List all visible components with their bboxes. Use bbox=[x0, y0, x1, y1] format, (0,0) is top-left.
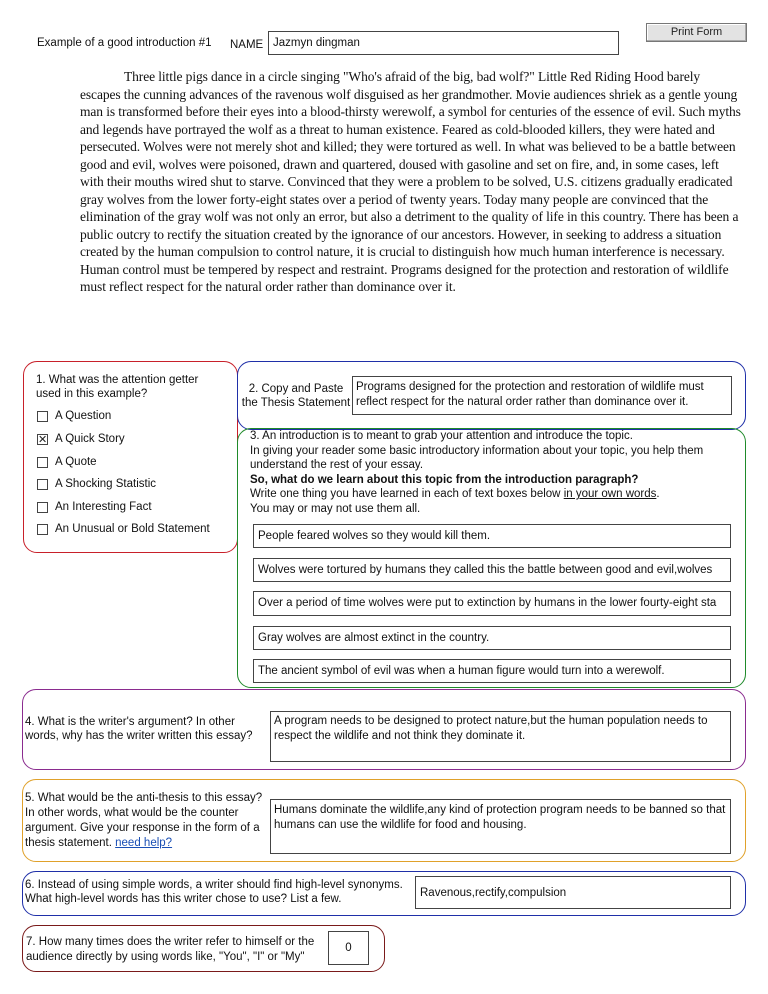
question-5-text: 5. What would be the anti-thesis to this essay? In other words, what would be the counter argument. Give your response in the form of a thesis statement. need help? bbox=[25, 792, 263, 849]
underlined-phrase: in your own words bbox=[563, 488, 657, 500]
option-label: A Question bbox=[55, 410, 112, 422]
checkbox[interactable] bbox=[37, 479, 48, 490]
option-an-interesting-fact[interactable] bbox=[37, 499, 152, 515]
question-3-line-2: In giving your reader some basic introductory information about your topic, you help them understand the rest of your essay. bbox=[250, 444, 704, 471]
name-input[interactable]: Jazmyn dingman bbox=[268, 31, 619, 55]
option-label: An Interesting Fact bbox=[55, 501, 152, 513]
option-label: A Shocking Statistic bbox=[55, 478, 156, 490]
learned-input-4[interactable]: Gray wolves are almost extinct in the country. bbox=[253, 626, 731, 650]
question-3-line-1: 3. An introduction is to meant to grab your attention and introduce the topic. bbox=[250, 430, 633, 442]
option-label: An Unusual or Bold Statement bbox=[55, 523, 210, 535]
option-a-quick-story[interactable] bbox=[37, 431, 125, 447]
checkbox[interactable] bbox=[37, 502, 48, 513]
question-1-text: 1. What was the attention getter used in this example? bbox=[36, 374, 199, 400]
learned-input-2[interactable]: Wolves were tortured by humans they called this the battle between good and evil,wolves bbox=[253, 558, 731, 582]
question-6-text: 6. Instead of using simple words, a writer should find high-level synonyms. What high-level words has this writer chose to use? List a few. bbox=[25, 879, 403, 905]
need-help-link[interactable]: need help? bbox=[115, 837, 173, 849]
option-a-question[interactable] bbox=[37, 408, 111, 424]
name-label: NAME bbox=[230, 39, 264, 51]
option-a-quote[interactable] bbox=[37, 454, 97, 470]
option-an-unusual-or-bold-statement[interactable] bbox=[37, 521, 210, 537]
question-4-text: 4. What is the writer's argument? In other words, why has the writer written this essay? bbox=[25, 716, 253, 742]
option-a-shocking-statistic[interactable] bbox=[37, 476, 156, 492]
anti-thesis-input[interactable]: Humans dominate the wildlife,any kind of protection program needs to be banned so that humans can use the wildlife for food and housing. bbox=[270, 799, 731, 854]
document-title: Example of a good introduction #1 bbox=[37, 37, 212, 49]
question-3-bold-line: So, what do we learn about this topic from the introduction paragraph? bbox=[250, 473, 639, 486]
checkbox[interactable] bbox=[37, 524, 48, 535]
question-7-text: 7. How many times does the writer refer to himself or the audience directly by using words like, "You", "I" or "My" bbox=[26, 936, 315, 963]
direct-reference-count-input[interactable]: 0 bbox=[328, 931, 369, 965]
introduction-paragraph: Three little pigs dance in a circle singing "Who's afraid of the big, bad wolf?" Little Red Riding Hood barely escapes the cunning advances of the ravenous wolf disguised as her grandmother. Movie audiences shriek as a gentle young man is transformed before their eyes into a blood-thirsty werewolf, a symbol for centuries of the essence of evil. Such myths and legends have portrayed the wolf as a threat to human existence. Feared as cold-blooded killers, they were hated and persecuted. Wolves were not merely shot and killed; they were tortured as well. In what was believed to be a battle between good and evil, wolves were poisoned, drawn and quartered, doused with gasoline and set on fire, and, in some cases, left with their mouths wired shut to starve. Convinced that they were a problem to be solved, U.S. citizens gradually eradicated gray wolves from the lower forty-eight states over a period of twenty years. Today many people are convinced that the elimination of the gray wolf was not only an error, but also a detriment to the quality of life in this country. There has been a public outcry to rectify the situation created by the ignorance of our ancestors. However, in seeking to address a situation created by the human compulsion to control nature, it is crucial to distinguish how much human interference is necessary. Human control must be tempered by respect and restraint. Programs designed for the protection and restoration of wildlife must reflect respect for the natural order rather than dominance over it. bbox=[80, 69, 741, 294]
thesis-statement-input[interactable]: Programs designed for the protection and restoration of wildlife must reflect respect for the natural order rather than dominance over it. bbox=[352, 376, 732, 415]
checkbox-checked[interactable]: ✕ bbox=[38, 432, 48, 446]
learned-input-3[interactable]: Over a period of time wolves were put to extinction by humans in the lower fourty-eight sta bbox=[253, 591, 731, 616]
question-3-text bbox=[250, 429, 730, 516]
question-3-line-4: Write one thing you have learned in each of text boxes below in your own words. bbox=[250, 488, 660, 500]
checkbox[interactable] bbox=[37, 457, 48, 468]
learned-input-5[interactable]: The ancient symbol of evil was when a human figure would turn into a werewolf. bbox=[253, 659, 731, 683]
question-2-text: 2. Copy and Paste the Thesis Statement bbox=[241, 383, 351, 409]
option-label: A Quick Story bbox=[55, 433, 125, 445]
print-form-button[interactable]: Print Form bbox=[646, 23, 747, 42]
learned-input-1[interactable]: People feared wolves so they would kill them. bbox=[253, 524, 731, 548]
checkbox[interactable] bbox=[37, 411, 48, 422]
question-3-line-5: You may or may not use them all. bbox=[250, 502, 421, 515]
argument-input[interactable]: A program needs to be designed to protect nature,but the human population needs to respect the wildlife and not think they dominate it. bbox=[270, 711, 731, 762]
option-label: A Quote bbox=[55, 456, 97, 468]
high-level-words-input[interactable]: Ravenous,rectify,compulsion bbox=[415, 876, 731, 909]
